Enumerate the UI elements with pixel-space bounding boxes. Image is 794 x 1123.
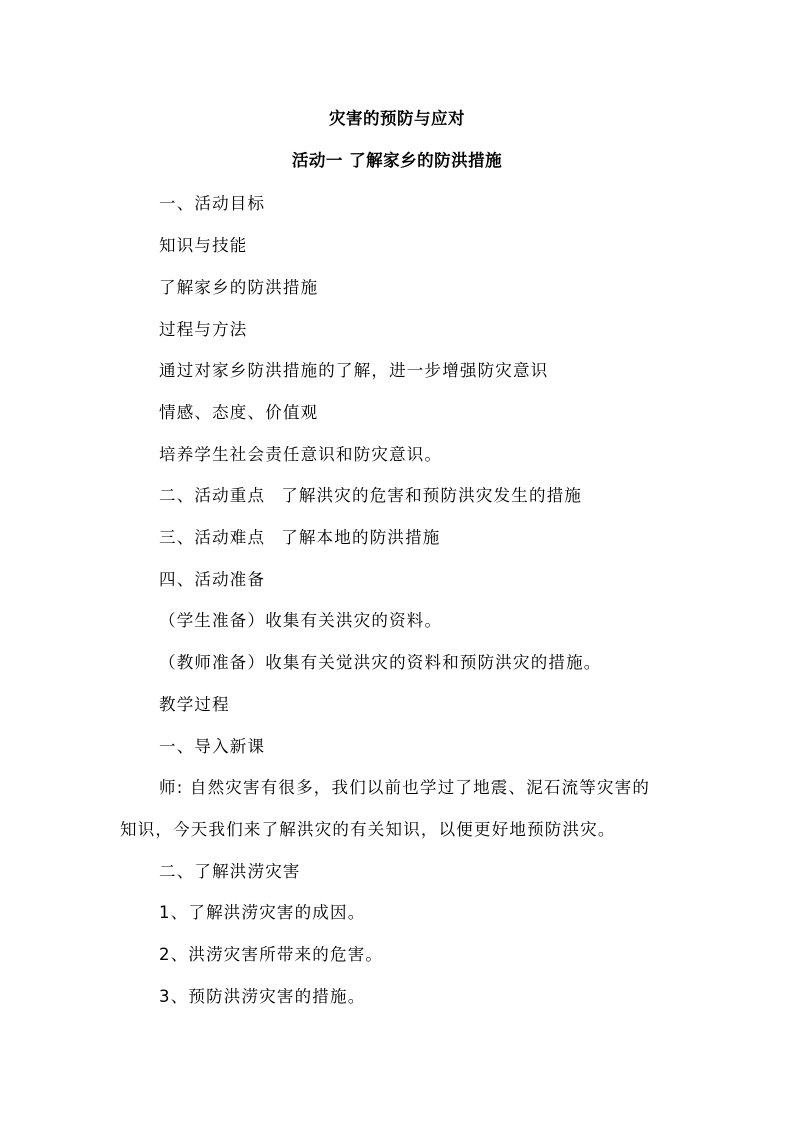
list-item-prevention: 3、预防洪涝灾害的措施。 bbox=[159, 987, 366, 1006]
paragraph-emotion: 培养学生社会责任意识和防灾意识。 bbox=[159, 445, 443, 464]
paragraph-teacher-prep: （教师准备）收集有关觉洪灾的资料和预防洪灾的措施。 bbox=[159, 653, 602, 672]
paragraph-process: 通过对家乡防洪措施的了解，进一步增强防灾意识 bbox=[159, 361, 549, 380]
section-heading-difficulties: 三、活动难点 bbox=[159, 528, 266, 547]
heading-teaching-process: 教学过程 bbox=[159, 695, 230, 714]
subheading-emotion: 情感、态度、价值观 bbox=[159, 403, 319, 422]
paragraph-intro-line-1: 师: 自然灾害有很多，我们以前也学过了地震、泥石流等灾害的 bbox=[159, 778, 651, 797]
section-heading-flood: 二、了解洪涝灾害 bbox=[159, 862, 301, 881]
section-difficulties bbox=[159, 524, 441, 548]
list-item-causes: 1、了解洪涝灾害的成因。 bbox=[159, 903, 366, 922]
section-heading-key-points: 二、活动重点 bbox=[159, 486, 266, 505]
list-item-harm: 2、洪涝灾害所带来的危害。 bbox=[159, 945, 384, 964]
section-heading-intro: 一、导入新课 bbox=[159, 737, 266, 756]
paragraph-knowledge: 了解家乡的防洪措施 bbox=[159, 278, 319, 297]
document-title: 灾害的预防与应对 bbox=[329, 109, 465, 128]
paragraph-intro-line-2: 知识，今天我们来了解洪灾的有关知识，以便更好地预防洪灾。 bbox=[120, 820, 616, 839]
document-subtitle: 活动一 了解家乡的防洪措施 bbox=[291, 151, 503, 170]
subheading-process: 过程与方法 bbox=[159, 320, 248, 339]
section-key-points bbox=[159, 482, 582, 506]
section-heading-goals: 一、活动目标 bbox=[159, 194, 266, 213]
key-points-text: 了解洪灾的危害和预防洪灾发生的措施 bbox=[281, 486, 583, 505]
difficulties-text: 了解本地的防洪措施 bbox=[281, 528, 441, 547]
subheading-knowledge: 知识与技能 bbox=[159, 236, 248, 255]
paragraph-student-prep: （学生准备）收集有关洪灾的资料。 bbox=[159, 611, 443, 630]
section-heading-preparation: 四、活动准备 bbox=[159, 570, 266, 589]
